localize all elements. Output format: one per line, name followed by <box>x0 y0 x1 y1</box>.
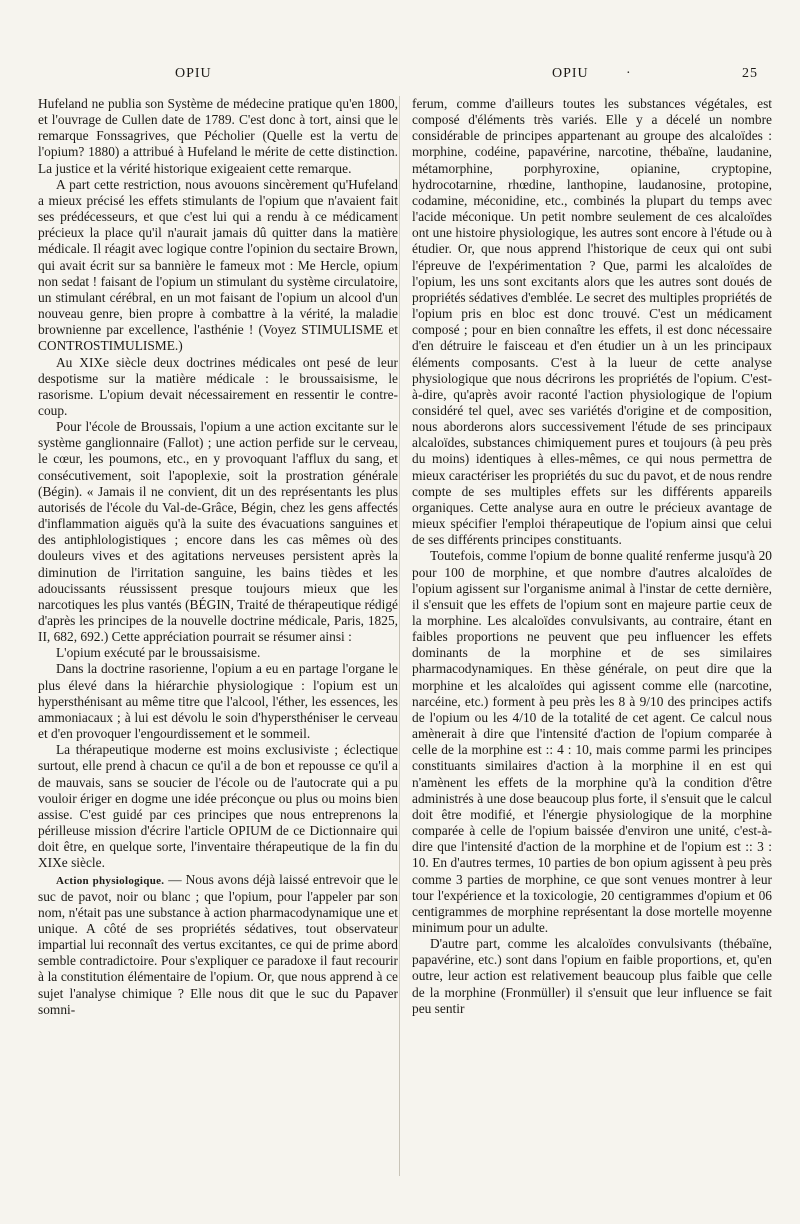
paragraph <box>38 96 398 177</box>
running-head-left: OPIU <box>175 66 212 81</box>
paragraph-text: L'opium exécuté par le broussaisisme. <box>56 645 261 661</box>
paragraph <box>38 419 398 645</box>
paragraph <box>38 742 398 871</box>
column-divider <box>399 96 400 1176</box>
paragraph-text: Pour l'école de Broussais, l'opium a une action excitante sur le système ganglionnaire (Fallot) ; une action perfide sur le cerveau, le cœur, les poumons, etc., en y provoquant l'afflux du sang, et consécutivement, soit l'apoplexie, soit la prostration générale (Bégin). « Jamais il ne convient, dit un des représentants les plus autorisés de l'école du Val-de-Grâce, Bégin, chez les gens affectés d'inflammation aiguës qu'à la suite des évacuations sanguines et des antiphlologistiques ; encore dans les cas mêmes où des douleurs vives et des agitations nerveuses persistent après la diminution de l'irritation sanguine, les bains tièdes et les adoucissants réussissent presque toujours mieux que les narcotiques les plus vantés (BÉGIN, Traité de thérapeutique rédigé d'après les principes de la nouvelle doctrine médicale, Paris, 1825, II, 682, 692.) Cette appréciation pourrait se résumer ainsi : <box>38 419 398 645</box>
paragraph-text: ferum, comme d'ailleurs toutes les substances végétales, est composé d'éléments très variés. Elle y a décelé un nombre considérable de principes appartenant au groupe des alcaloïdes : morphine, codéine, papavérine, narcotine, thébaïne, laudanine, métamorphine, porphyroxine, opianine, cryptopine, hydrocotarnine, rhœdine, lanthopine, laudanosine, protopine, codamine, méconidine, etc., combinés la plupart du temps avec l'acide méconique. Un petit nombre seulement de ces alcaloïdes ont une histoire physiologique, les autres sont encore à l'étude ou à étudier. Or, que nous apprend l'historique de ceux qui ont subi l'épreuve de l'expérimentation ? Que, parmi les alcaloïdes de l'opium, les uns sont excitants alors que les autres sont doués de propriétés sédatives d'emblée. Le secret des multiples propriétés de l'opium pris en bloc est donc trouvé. C'est un médicament composé ; pour en bien connaître les effets, il est donc nécessaire d'en détruire le faisceau et d'en étudier un à un les principaux éléments composants. C'est à la lueur de cette analyse physiologique que nous décrirons les propriétés de l'opium. C'est-à-dire, qu'après avoir raconté l'action physiologique de l'opium considéré tel quel, avec ses variétés d'origine et de composition, nous aborderons alors successivement l'étude de ses principaux alcaloïdes, substances chimiquement pures et toujours (à peu près du moins) identiques à elles-mêmes, ce qui nous permettra de mieux caractériser les propriétés du suc du pavot, et de nous rendre compte de ses multiples effets sur les différents appareils organiques. Cette analyse aura en outre le précieux avantage de mieux spécifier l'emploi thérapeutique de l'opium ainsi que celui de ses différents principes constituants. <box>412 96 772 548</box>
paragraph <box>38 645 398 661</box>
running-head-dot: · <box>626 66 632 81</box>
paragraph-text: A part cette restriction, nous avouons sincèrement qu'Hufeland a mieux précisé les effets stimulants de l'opium que n'avaient fait ses prédécesseurs, et que c'est lui qui a rendu à ce médicament précieux la place qu'il n'aurait jamais dû quitter dans la matière médicale. Il réagit avec logique contre l'opinion du sectaire Brown, qui avait écrit sur sa bannière le fameux mot : Me Hercle, opium non sedat ! faisant de l'opium un stimulant du système circulatoire, un stimulant cérébral, en un mot faisant de l'opium un alcool d'un nouveau genre, bien propre à combattre à la vérité, la maladie brownienne par excellence, l'asthénie ! (Voyez STIMULISME et CONTROSTIMULISME.) <box>38 176 398 354</box>
paragraph <box>38 177 398 355</box>
paragraph <box>412 96 772 548</box>
paragraph <box>38 661 398 742</box>
paragraph-text: Toutefois, comme l'opium de bonne qualité renferme jusqu'à 20 pour 100 de morphine, et que nombre d'autres alcaloïdes de l'opium agissent sur l'organisme animal à l'instar de cette dernière, il s'ensuit que les effets de l'opium sont en majeure partie ceux de la morphine. Les alcaloïdes convulsivants, au contraire, étant en faibles proportions ne peuvent que peu influencer les effets dominants de la morphine et de ses similaires pharmacodynamiques. En thèse générale, on peut dire que la morphine et les alcaloïdes qui agissent comme elle (narcotine, narcéine, etc.) forment à peu près les 8 à 9/10 des principes actifs de l'opium ou les 4/10 de la totalité de cet agent. Ce calcul nous amènerait à dire que l'intensité d'action de l'opium comparée à celle de la morphine est :: 4 : 10, mais comme parmi les principes constituants similaires d'action à la morphine il en est qui n'amènent les effets de la morphine qu'à la condition d'être administrés à une dose beaucoup plus forte, il s'ensuit que le calcul doit être modifié, et l'énergie physiologique de la morphine comparée à celle de l'opium baissée d'environ une unité, c'est-à-dire que l'intensité d'action de la morphine et de l'opium est :: 3 : 10. En d'autres termes, 10 parties de bon opium agissent à peu près comme 3 parties de morphine, ce que sont venues montrer à leur tour l'expérience et la toxicologie, 20 centigrammes d'opium et 06 centigrammes de morphine représentant la dose mortelle moyenne minimum pour un adulte. <box>412 548 772 935</box>
paragraph-text: Au XIXe siècle deux doctrines médicales ont pesé de leur despotisme sur la matière médicale : le broussaisisme, le rasorisme. L'opium devait nécessairement en ressentir le contre-coup. <box>38 354 398 418</box>
paragraph-text: Hufeland ne publia son Système de médecine pratique qu'en 1800, et l'ouvrage de Cullen date de 1789. C'est donc à tort, ainsi que le remarque Fonssagrives, que Pécholier (Quelle est la vertu de l'opium? 1880) a attribué à Hufeland le mérite de cette distinction. La justice et la vérité historique exigeaient cette remarque. <box>38 96 398 176</box>
paragraph <box>38 872 398 1018</box>
paragraph-text: D'autre part, comme les alcaloïdes convulsivants (thébaïne, papavérine, etc.) sont dans l'opium en faible proportions, et, qu'en outre, leur action est relativement beaucoup plus faible que celle de la morphine (Fronmüller) il s'ensuit que leur influence se fait peu sentir <box>412 936 772 1016</box>
left-column <box>38 96 398 1018</box>
right-column <box>412 96 772 1017</box>
paragraph <box>412 548 772 936</box>
paragraph <box>38 355 398 420</box>
running-head-right: OPIU <box>552 66 589 81</box>
paragraph-text: La thérapeutique moderne est moins exclusiviste ; éclectique surtout, elle prend à chacun ce qu'il a de bon et repousse ce qu'il a de mauvais, sans se soucier de l'école ou de l'autocrate qui a pu vouloir ériger en dogme une idée préconçue ou plus ou moins bien assise. C'est guidé par ces principes que nous entreprenons la périlleuse mission d'écrire l'article OPIUM de ce Dictionnaire qui doit être, en quelque sorte, l'inventaire thérapeutique de la fin du XIXe siècle. <box>38 742 398 871</box>
section-heading: Action physiologique. <box>56 874 165 887</box>
paragraph-text: — Nous avons déjà laissé entrevoir que le suc de pavot, noir ou blanc ; que l'opium, pour l'appeler par son nom, n'était pas une substance à action pharmacodynamique une et unique. A côté de ses propriétés sédatives, tout observateur impartial lui reconnaît des vertus excitantes, ce qui de prime abord semble contradictoire. Pour s'expliquer ce paradoxe il faut recourir à la constitution élémentaire de l'opium. Or, que nous apprend à ce sujet l'analyse chimique ? Elle nous dit que le suc du Papaver somni- <box>38 871 398 1017</box>
page-number: 25 <box>742 66 758 81</box>
paragraph-text: Dans la doctrine rasorienne, l'opium a eu en partage l'organe le plus élevé dans la hiérarchie physiologique : l'opium est un hypersthénisant au même titre que l'alcool, l'éther, les essences, les ammoniacaux ; à lui est dévolu le soin d'hypersthéniser le cerveau et d'en provoquer l'engourdissement et le sommeil. <box>38 661 398 742</box>
paragraph <box>412 936 772 1017</box>
